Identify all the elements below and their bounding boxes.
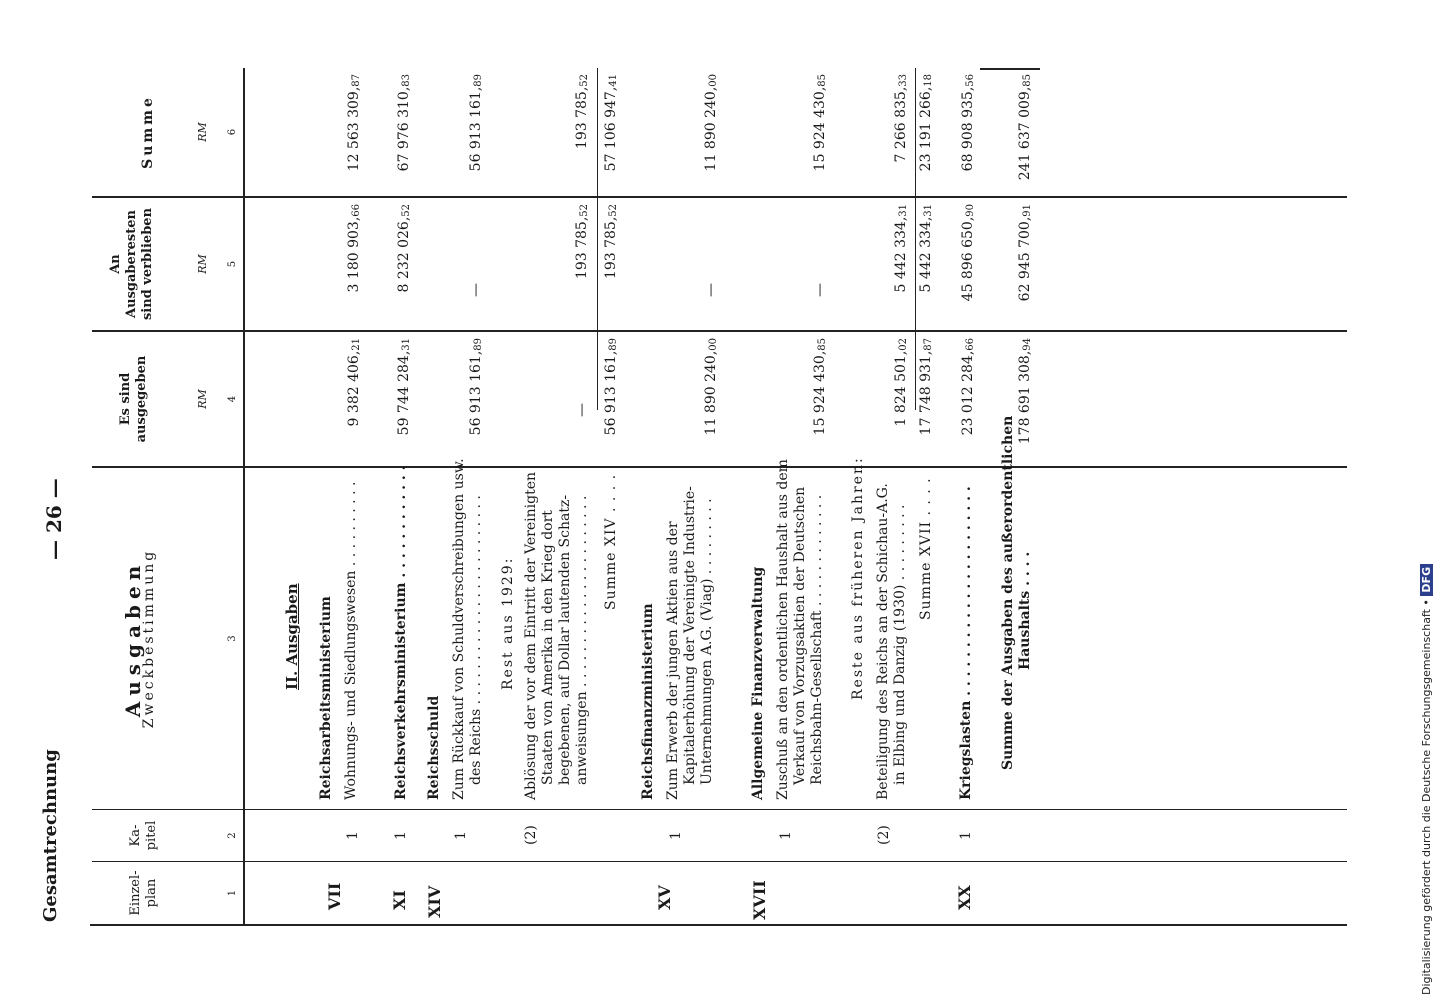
sum-xvii-summe: 23 191 $266,_{18}$: [918, 74, 934, 172]
total-summe: 241 637 $009,_{85}$: [1017, 74, 1033, 181]
xiv-summe: 56 913 $161,_{89}$: [468, 74, 484, 172]
kap-vii: 1: [345, 831, 361, 840]
plan-xv: XV: [655, 885, 674, 910]
xvii-summe: 15 924 $430,_{85}$: [812, 74, 828, 172]
text-schichau-2: in Elbing und Danzig (1930) . . . . . . . . .: [892, 504, 908, 785]
heading-allgemeine-finanzverwaltung: Allgemeine Finanzverwaltung: [750, 566, 766, 800]
xvii-reste: —: [812, 283, 828, 297]
heading-reichsarbeitsministerium: Reichsarbeitsministerium: [318, 596, 334, 800]
col4-separator: [92, 330, 1347, 332]
xx-ausgegeben: 23 012 $284,_{66}$: [960, 338, 976, 436]
col1-separator: [92, 861, 1347, 862]
sum-xvii-reste: 5 442 $334,_{31}$: [918, 204, 934, 293]
plan-xiv: XIV: [425, 885, 444, 918]
col1-header: Einzel- plan: [128, 870, 159, 916]
heading-kriegslasten: Kriegslasten . . . . . . . . . . . . . . . . . . . . . .: [958, 486, 974, 800]
total-rule: [980, 68, 1040, 70]
xv-reste: —: [703, 283, 719, 297]
plan-xi: XI: [390, 890, 409, 910]
xx-reste: 45 896 $650,_{90}$: [960, 204, 976, 302]
text-wohnungswesen: Wohnungs- und Siedlungswesen . . . . . . . . . .: [343, 481, 359, 800]
label-summe-xvii: Summe XVII . . . .: [918, 477, 934, 620]
col3-header: [121, 468, 157, 809]
kap-xv: 1: [668, 831, 684, 840]
text-abloesung-4: anweisungen . . . . . . . . . . . . . . . . . . . . . .: [574, 495, 590, 785]
plan-vii: VII: [325, 882, 344, 910]
vii-reste: 3 180 $903,_{66}$: [346, 204, 362, 293]
col2-separator: [92, 809, 1347, 810]
kap-xvii: 1: [778, 831, 794, 840]
plan-xx: XX: [955, 885, 974, 910]
col5-number: 5: [227, 260, 238, 268]
xi-summe: 67 976 $310,_{83}$: [396, 74, 412, 172]
page-number: — 26 —: [42, 478, 66, 560]
heading-reichsschuld: Reichsschuld: [426, 695, 442, 800]
vii-summe: 12 563 $309,_{87}$: [346, 74, 362, 172]
section-title: II. Ausgaben: [283, 583, 301, 690]
col2-header: Ka- pitel: [128, 820, 159, 851]
text-rueckkauf-2: des Reichs . . . . . . . . . . . . . . . . . . . . . . . .: [468, 495, 484, 785]
sum-xiv-summe: 57 106 $947,_{41}$: [603, 74, 619, 172]
label-summe-ausgaben-2: Haushalts . . . .: [1017, 551, 1033, 670]
kap-xiv-2: (2): [523, 825, 539, 845]
xiv-ausgegeben: 56 913 $161,_{89}$: [468, 338, 484, 436]
sum-xiv-ausgegeben: 56 913 $161,_{89}$: [603, 338, 619, 436]
sum-xvii-ausgegeben: 17 748 $931,_{87}$: [918, 338, 934, 436]
label-rest-1929: Rest aus 1929:: [500, 556, 516, 690]
kap-xi: 1: [393, 831, 409, 840]
sum-xiv-rule: [597, 68, 598, 410]
label-summe-ausgaben-1: Summe der Ausgaben des außerordentlichen: [1000, 415, 1016, 770]
text-zuschuss-2: Verkauf von Vorzugsaktien der Deutschen: [792, 486, 808, 785]
credit-text: Digitalisierung gefördert durch die Deutsche Forschungsgemeinschaft •: [1420, 599, 1433, 995]
vii-ausgegeben: 9 382 $406,_{21}$: [346, 338, 362, 427]
heading-reichsfinanzministerium: Reichsfinanzministerium: [640, 603, 656, 800]
col5-header: An Ausgaberesten sind verblieben: [108, 207, 155, 321]
text-abloesung-2: Staaten von Amerika in den Krieg dort: [540, 510, 556, 785]
col2-number: 2: [227, 832, 238, 839]
heading-reichsverkehrsministerium: Reichsverkehrsministerium . . . . . . . . . . . .: [393, 465, 409, 800]
plan-xvii: XVII: [750, 880, 769, 920]
col5-separator: [92, 196, 1347, 198]
text-schichau-1: Beteiligung des Reichs an der Schichau-A.G.: [875, 483, 891, 800]
sum-xvii-rule: [915, 68, 916, 410]
xvii-ausgegeben: 15 924 $430,_{85}$: [812, 338, 828, 436]
col6-number: 6: [227, 128, 238, 136]
total-reste: 62 945 $700,_{91}$: [1017, 204, 1033, 302]
xv-ausgegeben: 11 890 $240,_{00}$: [703, 338, 719, 436]
xv-summe: 11 890 $240,_{00}$: [703, 74, 719, 172]
kap-xx: 1: [958, 831, 974, 840]
total-ausgegeben: 178 691 $308,_{94}$: [1017, 338, 1033, 445]
label-reste: Reste aus früheren Jahren:: [850, 456, 866, 700]
col4-header: Es sind ausgegeben: [118, 355, 149, 443]
col3-separator: [92, 466, 1347, 468]
xiv2-reste: 193 $785,_{52}$: [574, 204, 590, 280]
corner: [90, 924, 92, 926]
text-erwerb-1: Zum Erwerb der jungen Aktien aus der: [665, 521, 681, 800]
dfg-credit: [1400, 0, 1433, 1000]
col3-number: 3: [227, 635, 238, 642]
xi-reste: 8 232 $026,_{52}$: [396, 204, 412, 293]
text-rueckkauf-1: Zum Rückkauf von Schuldverschreibungen usw.: [451, 458, 467, 800]
xvii2-summe: 7 266 $835,_{33}$: [893, 74, 909, 163]
col4-unit: RM: [196, 389, 209, 409]
kap-xvii-2: (2): [876, 825, 892, 845]
col6-unit: RM: [196, 122, 209, 142]
col1-number: 1: [227, 889, 238, 897]
text-zuschuss-1: Zuschuß an den ordentlichen Haushalt aus dem: [775, 459, 791, 800]
text-erwerb-3: Unternehmungen A.G. (Viag) . . . . . . . . .: [699, 498, 715, 785]
label-summe-xiv: Summe XIV . . . .: [603, 473, 619, 610]
xi-ausgegeben: 59 744 $284,_{31}$: [396, 338, 412, 436]
xx-summe: 68 908 $935,_{56}$: [960, 74, 976, 172]
xiv-reste: —: [468, 283, 484, 297]
text-zuschuss-3: Reichsbahn-Gesellschaft . . . . . . . . . . . . .: [809, 494, 825, 785]
text-erwerb-2: Kapitalerhöhung der Vereinigte Industrie-: [682, 486, 698, 785]
col4-number: 4: [227, 395, 238, 403]
text-abloesung-3: begebenen, auf Dollar lautenden Schatz-: [557, 494, 573, 785]
sum-xiv-reste: 193 $785,_{52}$: [603, 204, 619, 280]
xiv2-ausgegeben: —: [574, 403, 590, 417]
xvii2-ausgegeben: 1 824 $501,_{02}$: [893, 338, 909, 427]
ausgaben-title: Ausgaben: [121, 559, 145, 718]
col6-header: Summe: [140, 95, 156, 169]
dfg-logo: DFG: [1420, 564, 1433, 596]
kap-xiv: 1: [453, 831, 469, 840]
xiv2-summe: 193 $785,_{52}$: [574, 74, 590, 150]
xvii2-reste: 5 442 $334,_{31}$: [893, 204, 909, 293]
table-left-rule: [92, 924, 1347, 926]
col5-unit: RM: [196, 254, 209, 274]
running-title: Gesamtrechnung: [40, 749, 61, 922]
text-abloesung-1: Ablösung der vor dem Eintritt der Vereinigten: [523, 471, 539, 800]
zweckbestimmung-label: Zweckbestimmung: [141, 548, 157, 729]
